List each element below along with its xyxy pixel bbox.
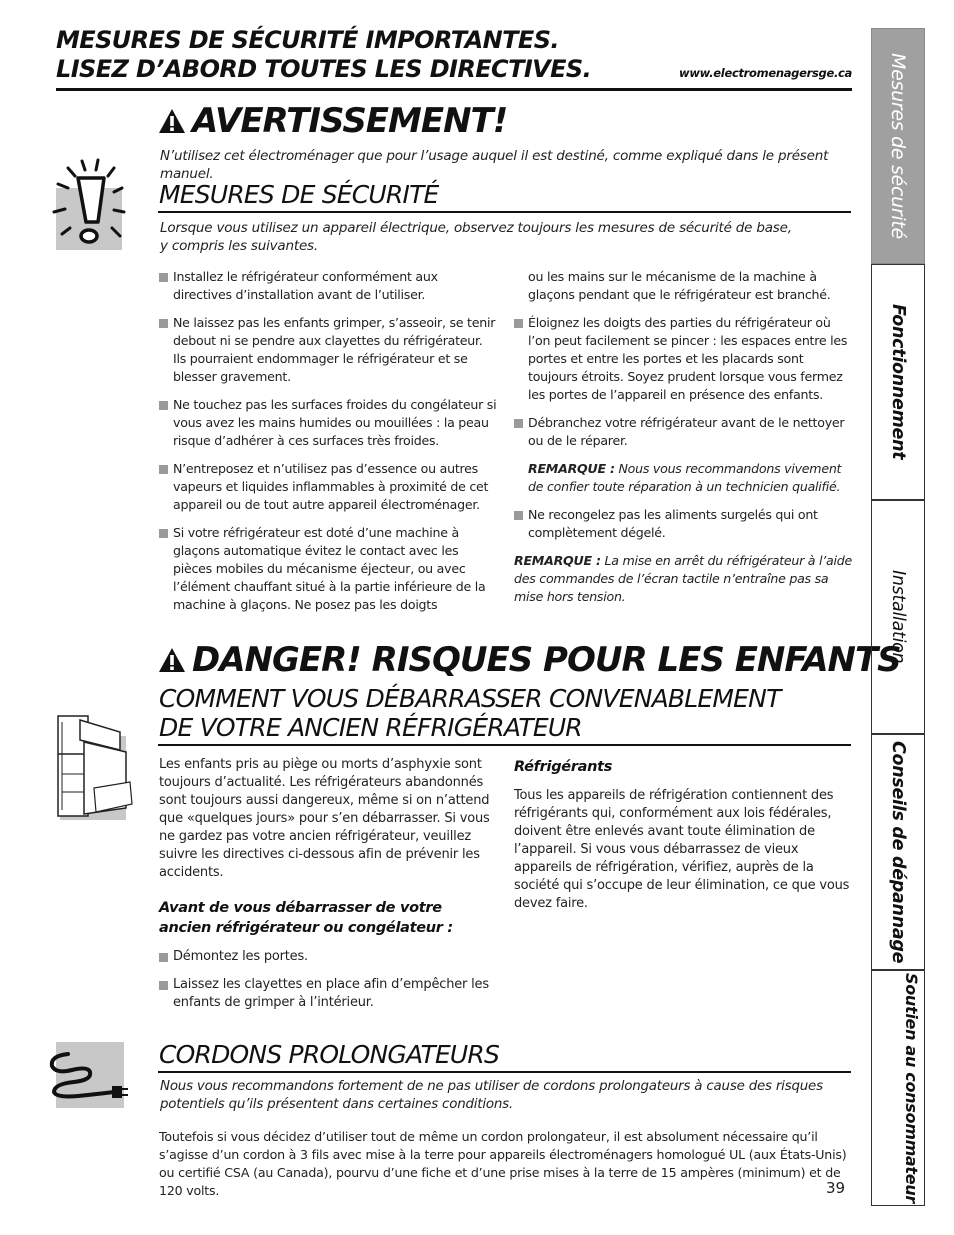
danger-subheading-line2: DE VOTRE ANCIEN RÉFRIGÉRATEUR <box>159 713 582 742</box>
header-title-line2: LISEZ D’ABORD TOUTES LES DIRECTIVES. <box>56 55 592 83</box>
bullet-square-icon <box>159 319 168 328</box>
power-cord-icon <box>48 1040 128 1110</box>
bullet-square-icon <box>159 529 168 538</box>
tab-label: Installation <box>888 570 908 664</box>
list-item: N’entreposez et n’utilisez pas d’essence ou autres vapeurs et liquides inflammables à proximité de cet appareil ou de tout autre appareil électroménager. <box>159 460 499 514</box>
refrigerator-icon <box>54 714 134 820</box>
bullet-square-icon <box>159 465 168 474</box>
warning-intro: N’utilisez cet électroménager que pour l’usage auquel il est destiné, comme expliqué dans le présent manuel. <box>160 148 829 182</box>
list-item: Installez le réfrigérateur conformément aux directives d’installation avant de l’utiliser. <box>159 268 499 304</box>
danger-heading-text: DANGER! RISQUES POUR LES ENFANTS <box>192 640 901 680</box>
tab-soutien-au-consommateur[interactable] <box>871 970 925 1206</box>
safety-intro-line2: y compris les suivantes. <box>160 238 318 254</box>
tab-installation[interactable] <box>871 500 925 734</box>
warning-triangle-icon <box>158 647 186 673</box>
tab-label: Conseils de dépannage <box>888 740 908 964</box>
danger-paragraph: Les enfants pris au piège ou morts d’asphyxie sont toujours d’actualité. Les réfrigérateurs abandonnés sont toujours aussi dangereux, même si on n’attend que «quelques jours» pour s’en débarrasser. Si vous ne gardez pas votre ancien réfrigérateur, veuillez suivre les directives ci-dessous afin de prévenir les accidents. <box>159 757 490 880</box>
cords-heading: CORDONS PROLONGATEURS <box>159 1040 500 1069</box>
page-number: 39 <box>826 1179 846 1197</box>
list-item: Laissez les clayettes en place afin d’empêcher les enfants de grimper à l’intérieur. <box>159 976 495 1012</box>
list-item: Ne laissez pas les enfants grimper, s’asseoir, se tenir debout ni se pendre aux clayettes du réfrigérateur. Ils pourraient endommager le réfrigérateur et se blesser gravement. <box>159 314 499 386</box>
bullet-square-icon <box>514 419 523 428</box>
danger-left-column <box>159 756 495 1022</box>
bullet-square-icon <box>159 273 168 282</box>
header-title-line1: MESURES DE SÉCURITÉ IMPORTANTES. <box>56 26 559 54</box>
bullet-square-icon <box>514 511 523 520</box>
safety-divider <box>158 211 851 213</box>
safety-right-column <box>514 268 854 606</box>
list-item: Démontez les portes. <box>159 948 495 966</box>
list-item: Si votre réfrigérateur est doté d’une machine à glaçons automatique évitez le contact avec les pièces mobiles du mécanisme éjecteur, ou avec l’élément chauffant situé à la partie inférieure de la machine à glaçons. Ne posez pas les doigts <box>159 524 499 614</box>
refrigerants-heading: Réfrigérants <box>514 759 613 775</box>
danger-subheading-line1: COMMENT VOUS DÉBARRASSER CONVENABLEMENT <box>159 684 781 713</box>
tab-label: Soutien au consommateur <box>902 972 921 1203</box>
warning-triangle-icon <box>158 108 186 134</box>
refrigerants-column <box>514 757 852 913</box>
warning-heading <box>158 101 507 141</box>
tab-conseils-de-depannage[interactable] <box>871 734 925 970</box>
safety-intro <box>160 219 850 255</box>
danger-divider <box>158 744 851 746</box>
warning-heading-text: AVERTISSEMENT! <box>192 101 508 141</box>
note-repair: REMARQUE : Nous vous recommandons vivement de confier toute réparation à un technicien qualifié. <box>528 461 842 494</box>
bullet-square-icon <box>159 401 168 410</box>
cords-divider <box>158 1071 851 1073</box>
tab-mesures-de-securite[interactable] <box>871 28 925 264</box>
bullet-square-icon <box>159 981 168 990</box>
tab-label: Mesures de sécurité <box>887 53 909 239</box>
header-divider <box>56 88 852 91</box>
exclamation-alert-icon <box>52 158 126 250</box>
safety-intro-line1: Lorsque vous utilisez un appareil électrique, observez toujours les mesures de sécurité de base, <box>160 220 792 236</box>
list-item: Ne touchez pas les surfaces froides du congélateur si vous avez les mains humides ou mouillées : la peau risque d’adhérer à ces surfaces très froides. <box>159 396 499 450</box>
list-item: Débranchez votre réfrigérateur avant de le nettoyer ou de le réparer. <box>514 414 854 450</box>
note-power: REMARQUE : La mise en arrêt du réfrigérateur à l’aide des commandes de l’écran tactile n’entraîne pas sa mise hors tension. <box>514 553 852 604</box>
header-title <box>56 26 696 84</box>
danger-subheading <box>159 684 781 742</box>
bullet-square-icon <box>159 953 168 962</box>
list-item: Éloignez les doigts des parties du réfrigérateur où l’on peut facilement se pincer : les espaces entre les portes et entre les portes et les placards sont toujours étroits. Soyez prudent lorsque vous fermez les portes de l’appareil en présence des enfants. <box>514 314 854 404</box>
refrigerants-paragraph: Tous les appareils de réfrigération contiennent des réfrigérants qui, conformément aux lois fédérales, doivent être enlevés avant toute élimination de l’appareil. Si vous vous débarrassez de vieux appareils de réfrigération, vérifiez, auprès de la société qui s’occupe de leur élimination, ce que vous devez faire. <box>514 788 850 911</box>
list-item-continuation: ou les mains sur le mécanisme de la machine à glaçons pendant que le réfrigérateur est branché. <box>528 269 831 302</box>
danger-heading <box>158 640 901 680</box>
list-item: Ne recongelez pas les aliments surgelés qui ont complètement dégelé. <box>514 506 854 542</box>
tab-fonctionnement[interactable] <box>871 264 925 500</box>
before-disposal-heading: Avant de vous débarrasser de votre ancien réfrigérateur ou congélateur : <box>159 900 453 936</box>
safety-heading: MESURES DE SÉCURITÉ <box>159 180 439 209</box>
safety-left-column <box>159 268 499 624</box>
cords-paragraph: Toutefois si vous décidez d’utiliser tout de même un cordon prolongateur, il est absolument nécessaire qu’il s’agisse d’un cordon à 3 fils avec mise à la terre pour appareils électroménagers homologué UL (aux États-Unis) ou certifié CSA (au Canada), pourvu d’une fiche et d’une prise mises à la terre de 15 ampères (minimum) et de 120 volts. <box>159 1129 847 1198</box>
website-url[interactable]: www.electromenagersge.ca <box>679 66 852 80</box>
bullet-square-icon <box>514 319 523 328</box>
cords-intro: Nous vous recommandons fortement de ne pas utiliser de cordons prolongateurs à cause des risques potentiels qu’ils présentent dans certaines conditions. <box>160 1079 823 1112</box>
tab-label: Fonctionnement <box>888 304 908 460</box>
